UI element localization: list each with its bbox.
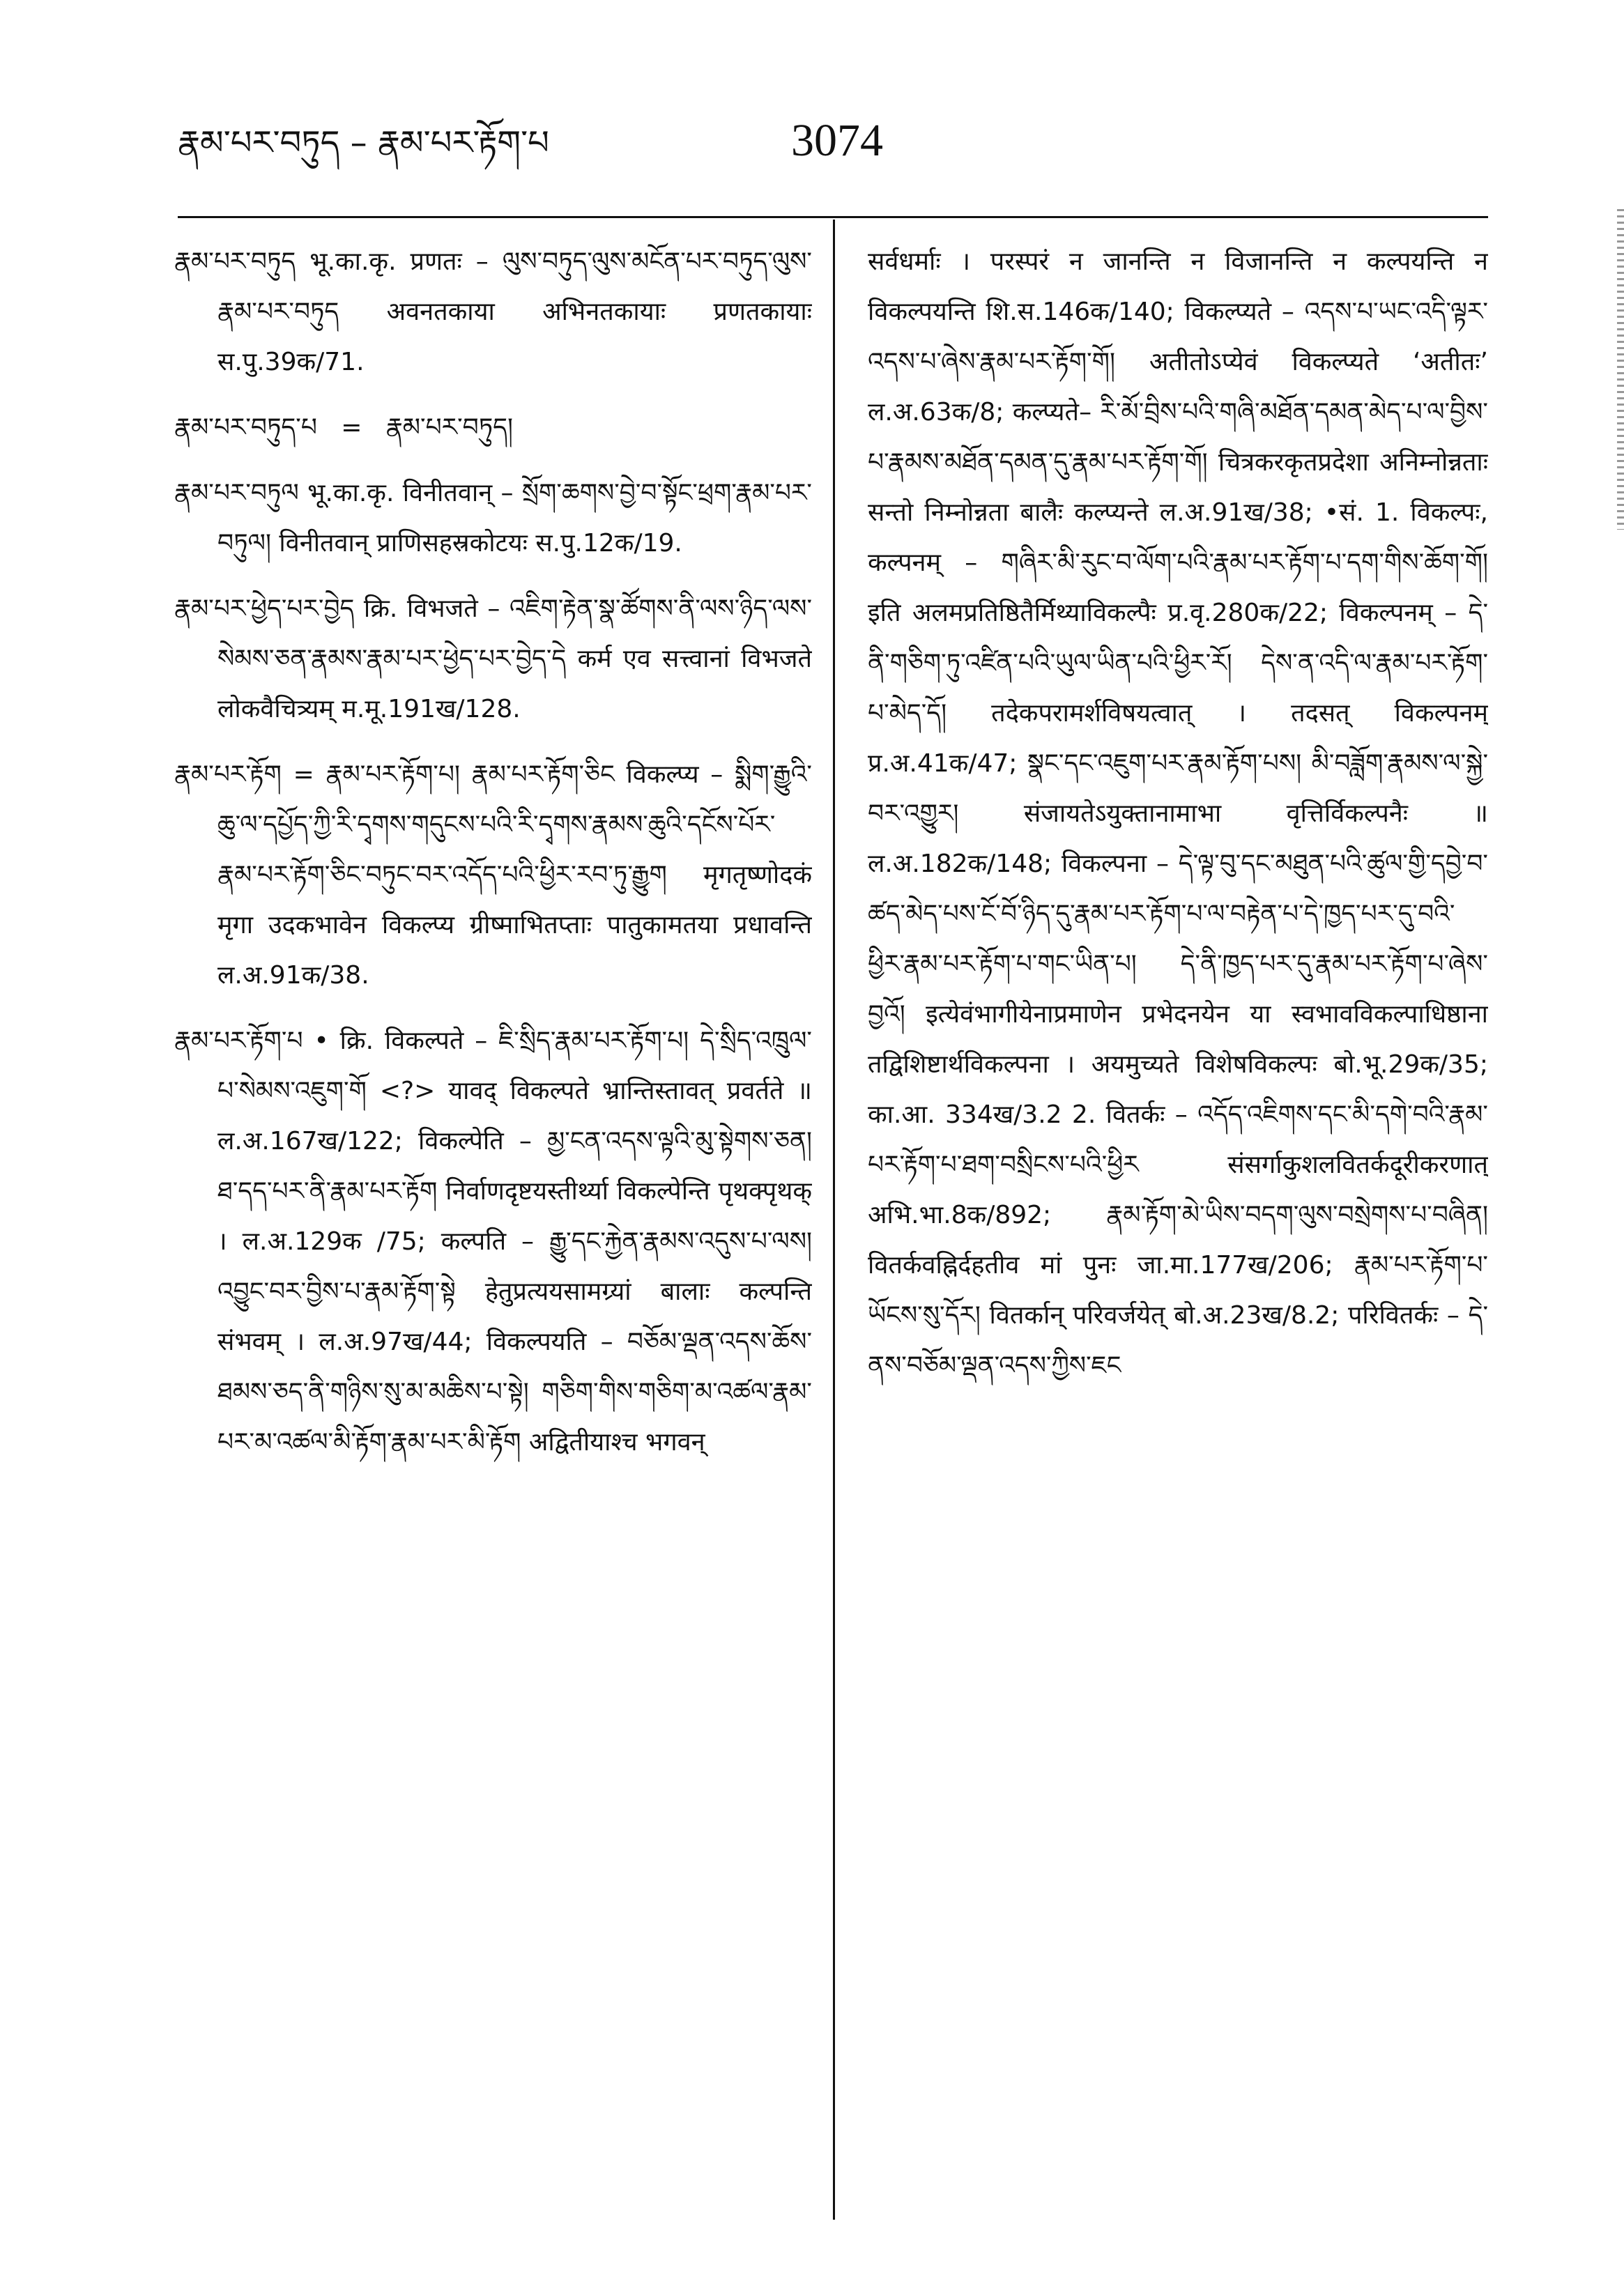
column-divider: [833, 220, 835, 2220]
page-edge-mark: [1617, 209, 1624, 530]
dictionary-entry: རྣམ་པར་བཏུད་པ = རྣམ་པར་བཏུད།: [174, 413, 514, 442]
dictionary-entry: རྣམ་པར་བཏུད भू.का.कृ. प्रणतः – ལུས་བཏུད་ལུས་མངོན་པར་བཏུད་ལུས་རྣམ་པར་བཏུད अवनतकाया अभिनतकायाः प्रणतकायाः स.पु.39क/71.: [174, 247, 812, 376]
left-column: [174, 237, 812, 2230]
page-header: [178, 105, 1488, 181]
dictionary-entry: རྣམ་པར་རྟོག་པ • क्रि. विकल्पते – ཇི་སྲིད་རྣམ་པར་རྟོག་པ། དེ་སྲིད་འཁྲུལ་པ་སེམས་འཇུག་གོ <?> यावद् विकल्पते भ्रान्तिस्तावत् प्रवर्तते ॥ ल.अ.167ख/122; विकल्पेति – མྱ་ངན་འདས་ལྟའི་མུ་སྟེགས་ཅན། ཐ་དད་པར་ནི་རྣམ་པར་རྟོག निर्वाणदृष्टयस्तीर्थ्या विकल्पेन्ति पृथक्पृथक् । ल.अ.129क /75; कल्पति – རྒྱུ་དང་རྐྱེན་རྣམས་འདུས་པ་ལས། འབྱུང་བར་བྱིས་པ་རྣམ་རྟོག་སྟེ हेतुप्रत्ययसामग्र्यां बालाः कल्पन्ति संभवम् । ल.अ.97ख/44; विकल्पयति – བཅོམ་ལྡན་འདས་ཆོས་ཐམས་ཅད་ནི་གཉིས་སུ་མ་མཆིས་པ་སྟེ། གཅིག་གིས་གཅིག་མ་འཚལ་རྣམ་པར་མ་འཚལ་མི་རྟོག་རྣམ་པར་མི་རྟོག अद्वितीयाश्च भगवन्: [174, 1027, 812, 1457]
page-number: 3074: [791, 115, 883, 166]
dictionary-entry: རྣམ་པར་རྟོག = རྣམ་པར་རྟོག་པ། རྣམ་པར་རྟོག་ཅིང विकल्प्य – སྨིག་རྒྱུའི་ཆུ་ལ་དཔྱོད་ཀྱི་རི་དྭགས་གདུངས་པའི་རི་དྭགས་རྣམས་ཆུའི་དངོས་པོར་རྣམ་པར་རྟོག་ཅིང་བཏུང་བར་འདོད་པའི་ཕྱིར་རབ་ཏུ་རྒྱུག मृगतृष्णोदकं मृगा उदकभावेन विकल्प्य ग्रीष्माभितप्ताः पातुकामतया प्रधावन्ति ल.अ.91क/38.: [174, 760, 812, 990]
entry-continuation: सर्वधर्माः । परस्परं न जानन्ति न विजानन्ति न कल्पयन्ति न विकल्पयन्ति शि.स.146क/140; विकल्प्यते – འདས་པ་ཡང་འདི་ལྟར་འདས་པ་ཞེས་རྣམ་པར་རྟོག་གོ། अतीतोऽप्येवं विकल्प्यते ‘अतीतः’ ल.अ.63क/8; कल्प्यते– རི་མོ་བྲིས་པའི་གཞི་མཐོན་དམན་མེད་པ་ལ་བྱིས་པ་རྣམས་མཐོན་དམན་དུ་རྣམ་པར་རྟོག་གོ། चित्रकरकृतप्रदेशा अनिम्नोन्नताः सन्तो निम्नोन्नता बालैः कल्प्यन्ते ल.अ.91ख/38; •सं. 1. विकल्पः, कल्पनम् – གཞིར་མི་རུང་བ་ལོག་པའི་རྣམ་པར་རྟོག་པ་དག་གིས་ཆོག་གོ། इति अलमप्रतिष्ठितैर्मिथ्याविकल्पैः प्र.वृ.280क/22; विकल्पनम् – དེ་ནི་གཅིག་ཏུ་འཛིན་པའི་ཡུལ་ཡིན་པའི་ཕྱིར་རོ། དེས་ན་འདི་ལ་རྣམ་པར་རྟོག་པ་མེད་དོ། तदेकपरामर्शविषयत्वात् । तदसत् विकल्पनम् प्र.अ.41क/47; སྣང་དང་འཇུག་པར་རྣམ་རྟོག་པས། མི་བཟློག་རྣམས་ལ་སྐྱེ་བར་འགྱུར། संजायतेऽयुक्तानामाभा वृत्तिर्विकल्पनैः ॥ ल.अ.182क/148; विकल्पना – དེ་ལྟ་བུ་དང་མཐུན་པའི་ཚུལ་གྱི་དབྱེ་བ་ཚད་མེད་པས་ངོ་བོ་ཉིད་དུ་རྣམ་པར་རྟོག་པ་ལ་བརྟེན་པ་དེ་ཁྱད་པར་དུ་བའི་ཕྱིར་རྣམ་པར་རྟོག་པ་གང་ཡིན་པ། དེ་ནི་ཁྱད་པར་དུ་རྣམ་པར་རྟོག་པ་ཞེས་བྱའོ། इत्येवंभागीयेनाप्रमाणेन प्रभेदनयेन या स्वभावविकल्पाधिष्ठाना तद्विशिष्टार्थविकल्पना । अयमुच्यते विशेषविकल्पः बो.भू.29क/35; का.आ. 334ख/3.2 2. वितर्कः – འདོད་འཇིགས་དང་མི་དགེ་བའི་རྣམ་པར་རྟོག་པ་ཐག་བསྲིངས་པའི་ཕྱིར संसर्गाकुशलवितर्कदूरीकरणात् अभि.भा.8क/892; རྣམ་རྟོག་མེ་ཡིས་བདག་ལུས་བསྲེགས་པ་བཞིན། वितर्कवह्निर्दहतीव मां पुनः जा.मा.177ख/206; རྣམ་པར་རྟོག་པ་ཡོངས་སུ་དོར། वितर्कान् परिवर्जयेत् बो.अ.23ख/8.2; परिवितर्कः – དེ་ནས་བཅོམ་ལྡན་འདས་ཀྱིས་ཇང: [868, 247, 1488, 1380]
running-head: རྣམ་པར་བཏུད – རྣམ་པར་རྟོག་པ: [178, 123, 549, 162]
dictionary-entry: རྣམ་པར་ཕྱེད་པར་བྱེད क्रि. विभजते – འཇིག་རྟེན་སྣ་ཚོགས་ནི་ལས་ཉིད་ལས་སེམས་ཅན་རྣམས་རྣམ་པར་ཕྱེད་པར་བྱེད་དེ कर्म एव सत्त्वानां विभजते लोकवैचित्र्यम् म.मू.191ख/128.: [174, 594, 812, 723]
dictionary-entry: རྣམ་པར་བཏུལ भू.का.कृ. विनीतवान् – སྲོག་ཆགས་བྱེ་བ་སྟོང་ཕྲག་རྣམ་པར་བཏུལ། विनीतवान् प्राणिसहस्रकोटयः स.पु.12क/19.: [174, 479, 812, 558]
header-rule: [178, 216, 1488, 218]
right-column: [868, 237, 1488, 2230]
